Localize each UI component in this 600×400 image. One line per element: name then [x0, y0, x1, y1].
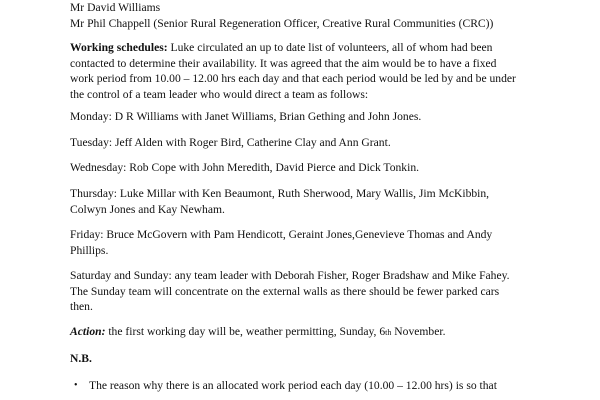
nb-heading: [70, 351, 532, 367]
schedule-tuesday: [70, 135, 532, 151]
schedule-text: Saturday and Sunday: any team leader with Deborah Fisher, Roger Bradshaw and Mike Fahey.: [70, 269, 510, 282]
schedule-text: The Sunday team will concentrate on the external walls as there should be fewer parked cars: [70, 284, 500, 298]
attendee-name: Mr Phil Chappell (Senior Rural Regeneration Officer, Creative Rural Communities (CRC)): [70, 16, 494, 30]
paragraph-line: work period from 10.00 – 12.00 hrs each day and that each period would be led by and be under: [70, 72, 516, 85]
schedule-text: Friday: Bruce McGovern with Pam Hendicott, Geraint Jones,Genevieve Thomas and Andy: [70, 228, 493, 241]
attendee-list: [70, 0, 532, 31]
nb-heading-text: N.B.: [70, 352, 92, 365]
working-schedules-paragraph: [70, 40, 532, 102]
action-label: Action:: [70, 325, 106, 338]
schedule-weekend: [70, 268, 532, 315]
schedule-friday: [70, 227, 532, 258]
bullet-item-text: The reason why there is an allocated work period each day (10.00 – 12.00 hrs) is so that: [89, 379, 497, 392]
schedule-text: Colwyn Jones and Kay Newham.: [70, 202, 225, 216]
schedule-text: Wednesday: Rob Cope with John Meredith, David Pierce and Dick Tonkin.: [70, 161, 420, 174]
bullet-icon: •: [74, 380, 78, 391]
paragraph-line: contacted to determine their availability. It was agreed that the aim would be to have a fixed: [70, 56, 497, 70]
working-schedules-heading: Working schedules:: [70, 41, 168, 54]
action-text: the first working day will be, weather permitting, Sunday, 6: [105, 325, 386, 338]
schedule-thursday: [70, 186, 532, 217]
schedule-text: Tuesday: Jeff Alden with Roger Bird, Catherine Clay and Ann Grant.: [70, 136, 391, 149]
paragraph-line: the control of a team leader who would direct a team as follows:: [70, 87, 369, 101]
paragraph-line: Luke circulated an up to date list of volunteers, all of whom had been: [167, 41, 493, 54]
action-paragraph: [70, 324, 532, 341]
schedule-monday: [70, 109, 532, 125]
schedule-wednesday: [70, 160, 532, 176]
schedule-text: Thursday: Luke Millar with Ken Beaumont, Ruth Sherwood, Mary Wallis, Jim McKibbin,: [70, 187, 490, 200]
action-text-end: November.: [391, 325, 446, 338]
attendee-name: Mr David Williams: [70, 1, 161, 14]
schedule-text: Monday: D R Williams with Janet Williams, Brian Gething and John Jones.: [70, 110, 422, 123]
schedule-text: Phillips.: [70, 243, 109, 257]
date-ordinal-suffix: th: [385, 328, 392, 337]
schedule-text: then.: [70, 300, 93, 313]
